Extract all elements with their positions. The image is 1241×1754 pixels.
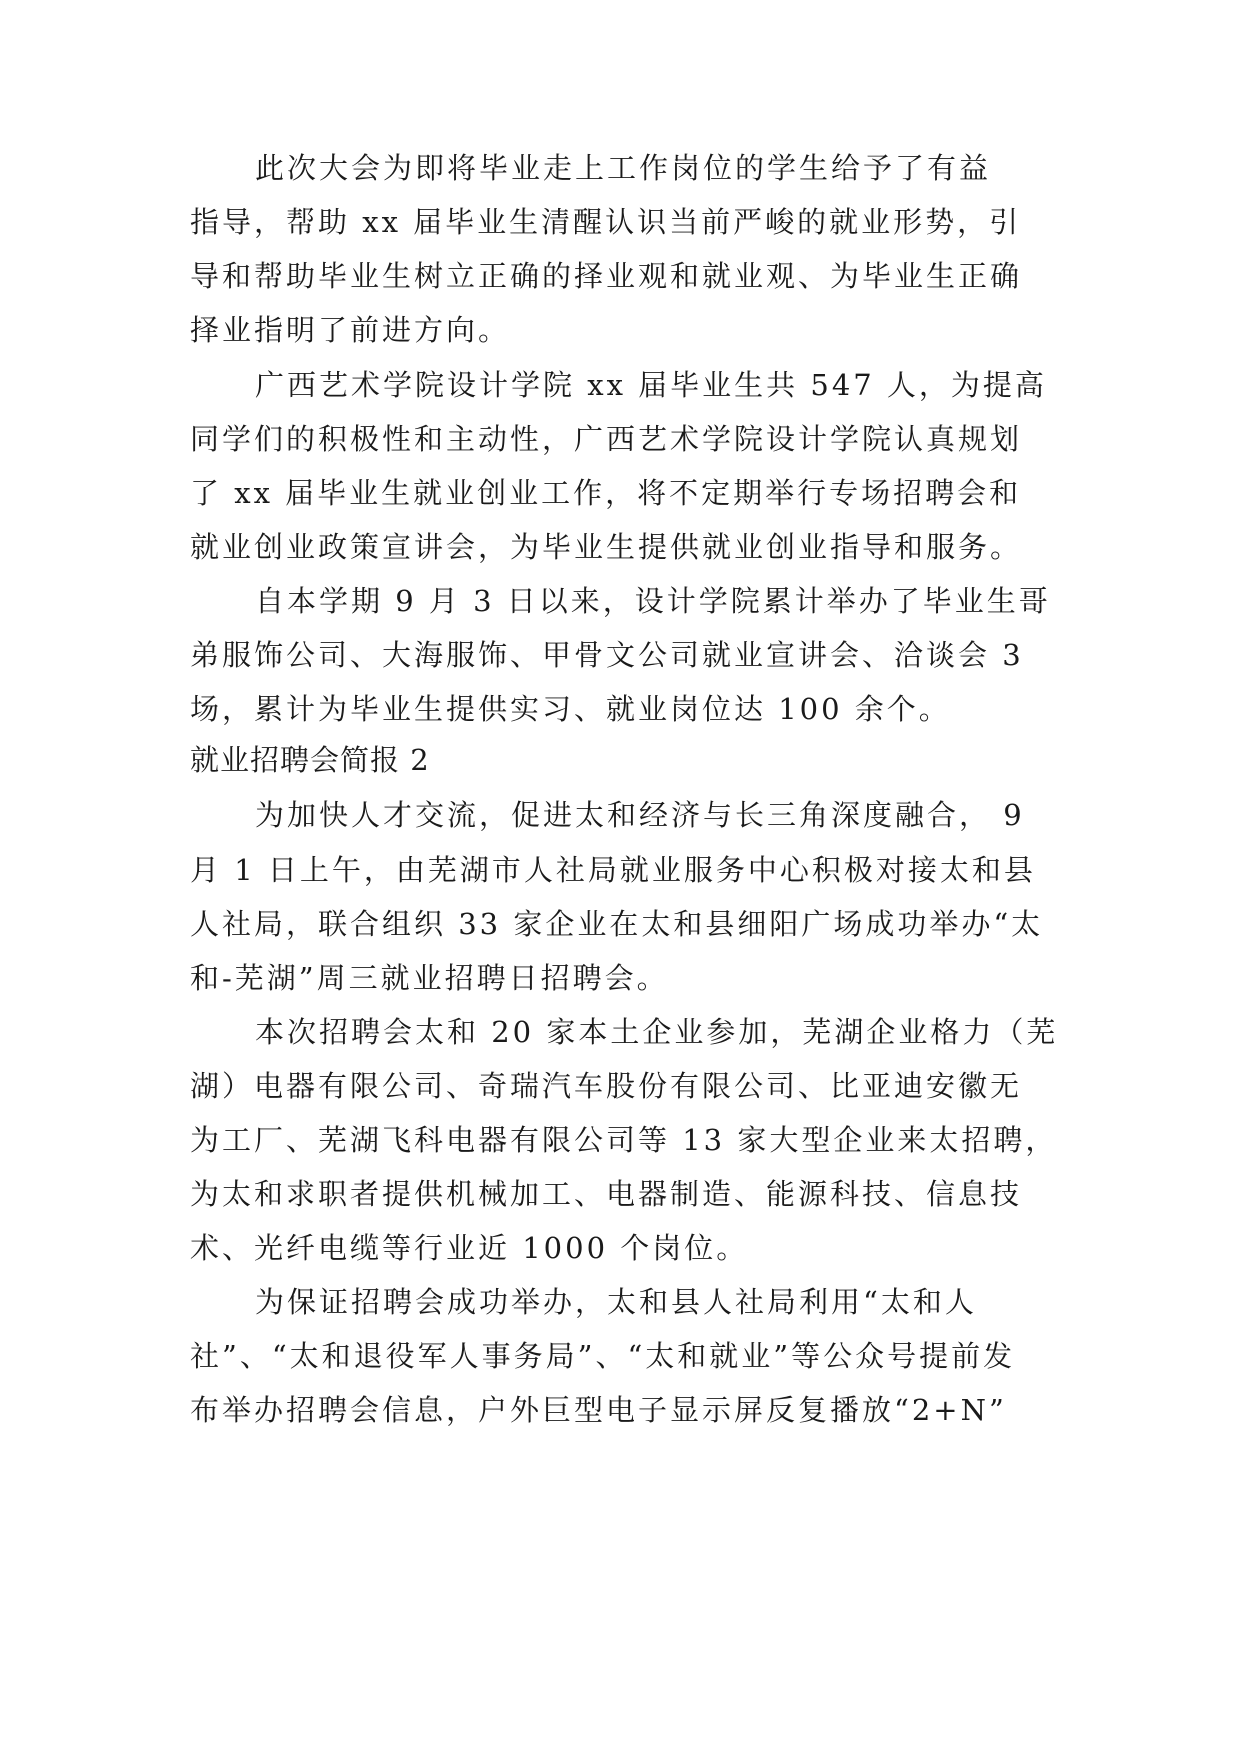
paragraph-5-line-3: 为工厂、芜湖飞科电器有限公司等 13 家大型企业来太招聘， — [190, 1123, 1058, 1157]
section-heading: 就业招聘会简报 2 — [190, 743, 430, 777]
paragraph-1-line-1: 此次大会为即将毕业走上工作岗位的学生给予了有益 — [255, 151, 992, 185]
paragraph-6-line-1: 为保证招聘会成功举办，太和县人社局利用“太和人 — [255, 1285, 977, 1319]
paragraph-5-line-2: 湖）电器有限公司、奇瑞汽车股份有限公司、比亚迪安徽无 — [190, 1069, 1023, 1103]
paragraph-2-line-1: 广西艺术学院设计学院 xx 届毕业生共 547 人，为提高 — [255, 368, 1047, 402]
paragraph-4-line-4: 和-芜湖”周三就业招聘日招聘会。 — [190, 961, 669, 995]
paragraph-2-line-2: 同学们的积极性和主动性，广西艺术学院设计学院认真规划 — [190, 422, 1023, 456]
paragraph-6-line-3: 布举办招聘会信息，户外巨型电子显示屏反复播放“2+N” — [190, 1393, 1007, 1427]
paragraph-4-line-3: 人社局，联合组织 33 家企业在太和县细阳广场成功举办“太 — [190, 907, 1044, 941]
paragraph-1-line-3: 导和帮助毕业生树立正确的择业观和就业观、为毕业生正确 — [190, 259, 1023, 293]
paragraph-6-line-2: 社”、“太和退役军人事务局”、“太和就业”等公众号提前发 — [190, 1339, 1016, 1373]
paragraph-2-line-4: 就业创业政策宣讲会，为毕业生提供就业创业指导和服务。 — [190, 530, 1023, 564]
paragraph-1-line-2: 指导，帮助 xx 届毕业生清醒认识当前严峻的就业形势，引 — [190, 205, 1022, 239]
paragraph-2-line-3: 了 xx 届毕业生就业创业工作，将不定期举行专场招聘会和 — [190, 476, 1022, 510]
paragraph-5-line-1: 本次招聘会太和 20 家本土企业参加，芜湖企业格力（芜 — [255, 1015, 1059, 1049]
paragraph-5-line-4: 为太和求职者提供机械加工、电器制造、能源科技、信息技 — [190, 1177, 1023, 1211]
paragraph-3-line-2: 弟服饰公司、大海服饰、甲骨文公司就业宣讲会、洽谈会 3 — [190, 638, 1024, 672]
paragraph-1-line-4: 择业指明了前进方向。 — [190, 313, 511, 347]
paragraph-5-line-5: 术、光纤电缆等行业近 1000 个岗位。 — [190, 1231, 749, 1265]
paragraph-3-line-3: 场，累计为毕业生提供实习、就业岗位达 100 余个。 — [190, 692, 951, 726]
paragraph-4-line-2: 月 1 日上午，由芜湖市人社局就业服务中心积极对接太和县 — [190, 853, 1036, 887]
paragraph-3-line-1: 自本学期 9 月 3 日以来，设计学院累计举办了毕业生哥 — [255, 584, 1051, 618]
paragraph-4-line-1: 为加快人才交流，促进太和经济与长三角深度融合， 9 — [255, 798, 1025, 832]
